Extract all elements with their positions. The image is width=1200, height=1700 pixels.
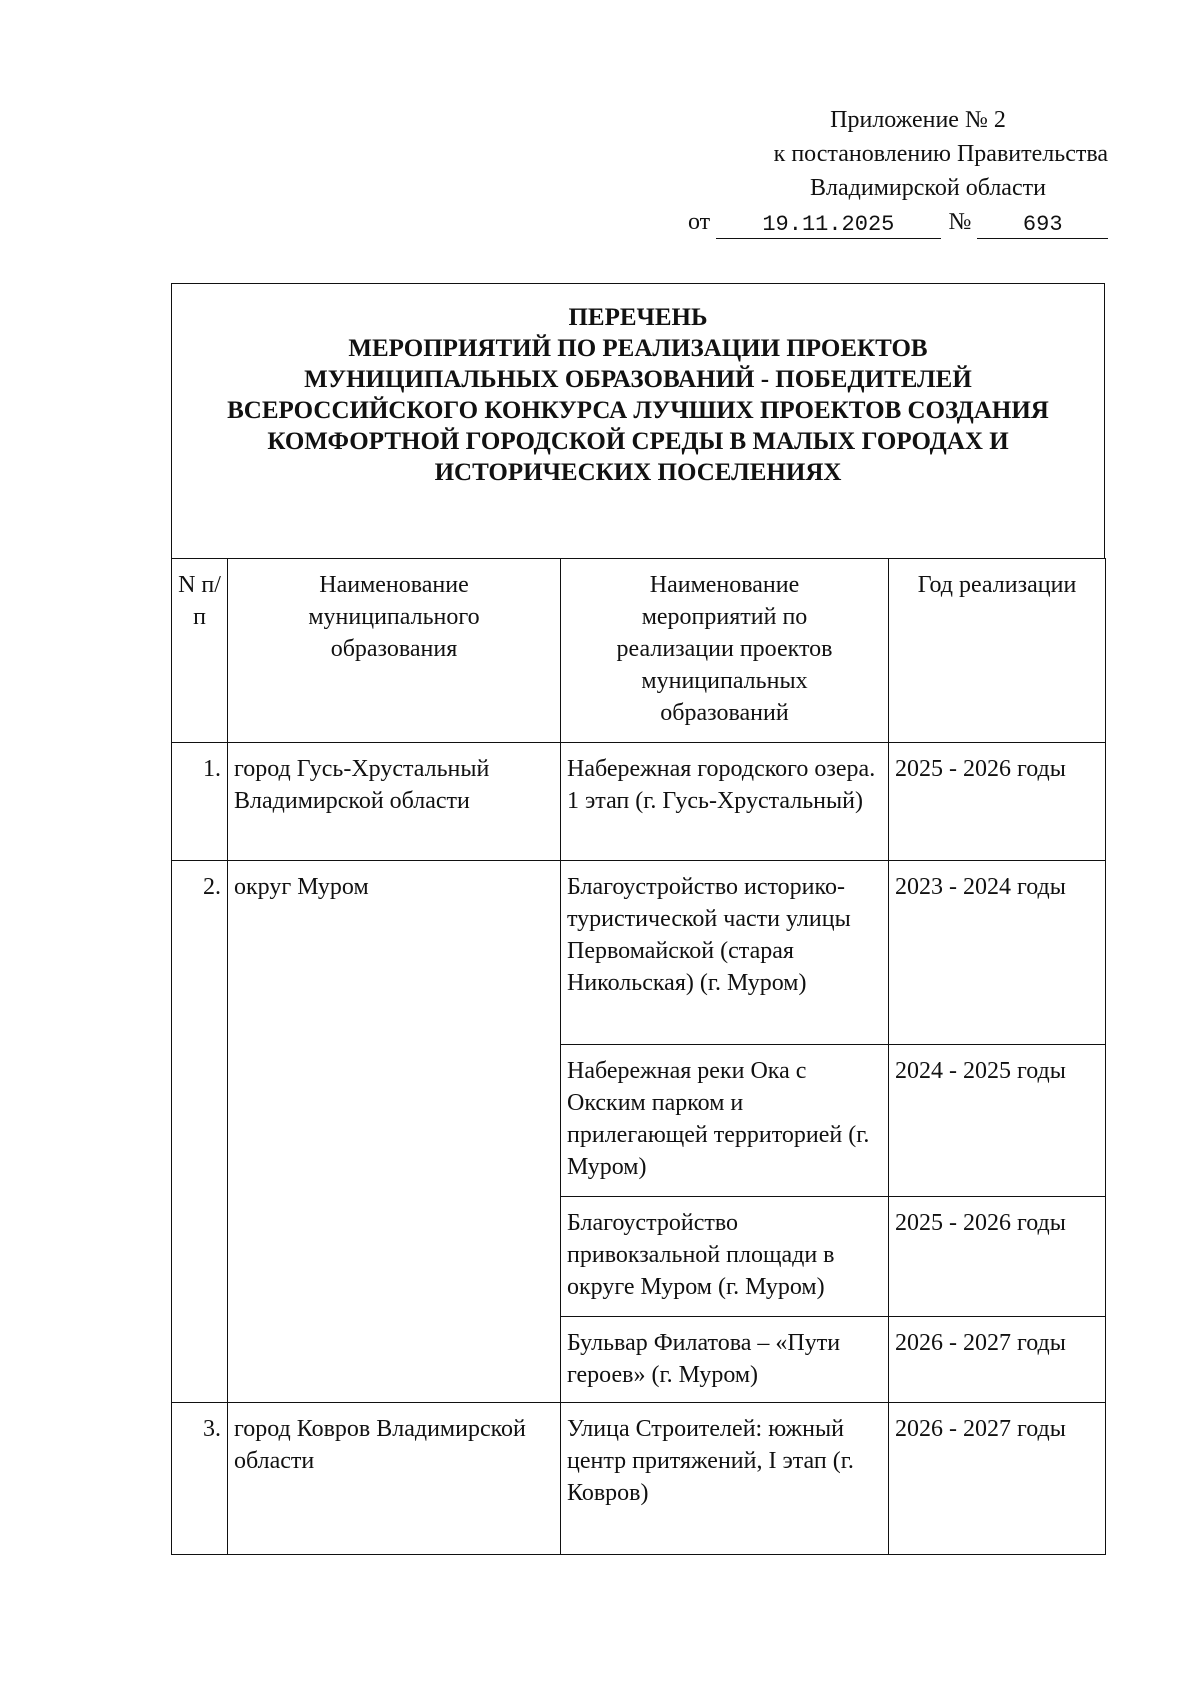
date-value: 19.11.2025: [716, 212, 940, 239]
row-year: 2024 - 2025 годы: [889, 1045, 1106, 1197]
number-label: №: [948, 209, 972, 235]
table-row: [172, 861, 1106, 1045]
row-municipality: город Гусь-Хрустальный Владимирской области: [228, 743, 561, 861]
header-year: Год реализации: [889, 559, 1106, 743]
title-line: КОМФОРТНОЙ ГОРОДСКОЙ СРЕДЫ В МАЛЫХ ГОРОДАХ И: [267, 428, 1009, 455]
row-year: 2026 - 2027 годы: [889, 1403, 1106, 1555]
row-year: 2025 - 2026 годы: [889, 743, 1106, 861]
document-title: [171, 283, 1105, 559]
header-municipality: Наименование муниципального образования: [228, 559, 561, 743]
table-row: [172, 1403, 1106, 1555]
header-num: N п/п: [172, 559, 228, 743]
resolution-label: к постановлению Правительства: [773, 141, 1108, 167]
row-year: 2025 - 2026 годы: [889, 1197, 1106, 1317]
row-activity: Улица Строителей: южный центр притяжений, I этап (г. Ковров): [561, 1403, 889, 1555]
header-activity: Наименование мероприятий по реализации проектов муниципальных образований: [561, 559, 889, 743]
region-label: Владимирской области: [810, 175, 1046, 201]
document-header: [688, 103, 1108, 239]
row-activity: Благоустройство историко-туристической части улицы Первомайской (старая Никольская) (г. Муром): [561, 861, 889, 1045]
number-value: 693: [977, 212, 1108, 239]
title-line: МУНИЦИПАЛЬНЫХ ОБРАЗОВАНИЙ - ПОБЕДИТЕЛЕЙ: [304, 366, 972, 393]
title-line: ИСТОРИЧЕСКИХ ПОСЕЛЕНИЯХ: [434, 459, 842, 486]
row-activity: Благоустройство привокзальной площади в округе Муром (г. Муром): [561, 1197, 889, 1317]
table-header-row: [172, 559, 1106, 743]
row-year: 2023 - 2024 годы: [889, 861, 1106, 1045]
title-line: ВСЕРОССИЙСКОГО КОНКУРСА ЛУЧШИХ ПРОЕКТОВ СОЗДАНИЯ: [227, 397, 1049, 424]
row-municipality: город Ковров Владимирской области: [228, 1403, 561, 1555]
date-label: от: [688, 209, 711, 235]
row-num: 3.: [172, 1403, 228, 1555]
activities-table: [171, 558, 1106, 1555]
title-line: ПЕРЕЧЕНЬ: [568, 304, 708, 331]
row-municipality: округ Муром: [228, 861, 561, 1403]
title-line: МЕРОПРИЯТИЙ ПО РЕАЛИЗАЦИИ ПРОЕКТОВ: [348, 335, 928, 362]
row-activity: Бульвар Филатова – «Пути героев» (г. Муром): [561, 1317, 889, 1403]
row-num: 1.: [172, 743, 228, 861]
row-year: 2026 - 2027 годы: [889, 1317, 1106, 1403]
date-number-line: [688, 205, 1108, 239]
row-activity: Набережная реки Ока с Окским парком и прилегающей территорией (г. Муром): [561, 1045, 889, 1197]
row-activity: Набережная городского озера. 1 этап (г. Гусь-Хрустальный): [561, 743, 889, 861]
appendix-label: Приложение № 2: [830, 107, 1006, 133]
row-num: 2.: [172, 861, 228, 1403]
table-row: [172, 743, 1106, 861]
